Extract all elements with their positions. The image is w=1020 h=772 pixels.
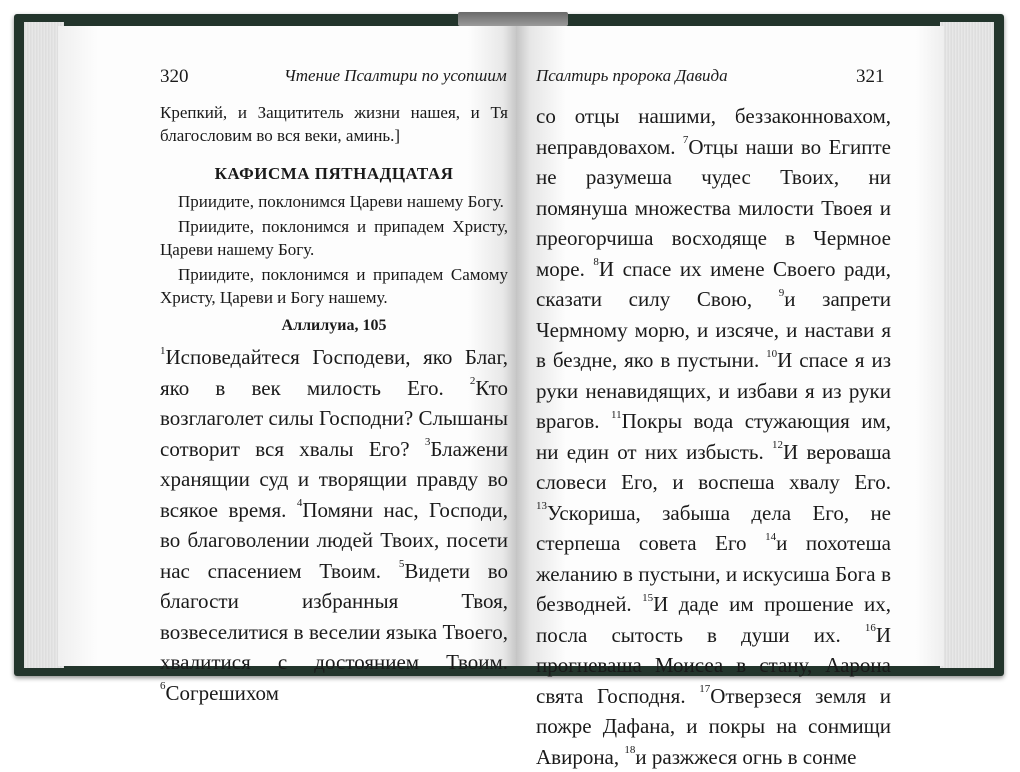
page-edges-right — [940, 22, 994, 668]
right-running-head: Псалтирь пророка Давида — [536, 66, 728, 85]
verse-text: Кто возглаголет силы Господни? Слышаны сотворит вся хвалы Его? — [160, 375, 508, 461]
verse-number: 10 — [766, 347, 778, 360]
verse-text: и похотеша желанию в пустыни, и искусиша Бога в безводней. — [536, 531, 891, 616]
verse-number: 6 — [160, 680, 166, 693]
left-running-head: Чтение Псалтири по усопшим — [284, 66, 507, 85]
invocation-line: Приидите, поклонимся и припадем Христу, Цареви нашему Богу. — [160, 217, 508, 259]
verse-number: 9 — [778, 286, 785, 299]
invocations-list — [160, 190, 508, 309]
verse-number: 14 — [765, 530, 777, 543]
verse-number: 3 — [424, 436, 431, 449]
verse-number: 13 — [536, 500, 547, 513]
verse-text: И даде им прошение их, посла сытость в души их. — [536, 592, 892, 647]
verse-text: Отверзеся земля и пожре Дафана, и покры на сонмищи Авирона, — [536, 683, 891, 769]
left-page-number: 320 — [160, 66, 189, 87]
closing-prayer-text: Крепкий, и Защититель жизни нашея, и Тя благословим во вся веки, аминь.] — [160, 103, 508, 145]
verse-number: 8 — [593, 256, 599, 269]
verse-text: со отцы нашими, беззаконновахом, неправдовахом. — [536, 104, 891, 159]
verse-number: 11 — [610, 408, 622, 421]
book-spine — [458, 12, 568, 26]
verse-text: Исповедайтеся Господеви, яко Благ, яко в век милость Его. — [160, 345, 508, 400]
right-page-number: 321 — [856, 66, 885, 87]
verse-text: И спасе я из руки ненавидящих, и избави я из руки врагов. — [536, 348, 892, 433]
verse-text: Блажени хранящии суд и творящии правду во всякое время. — [160, 436, 508, 522]
verse-number: 15 — [642, 591, 654, 604]
psalm-text-left — [160, 342, 508, 708]
verse-number: 4 — [296, 497, 303, 510]
verse-number: 7 — [682, 134, 689, 147]
verse-number: 17 — [699, 683, 711, 696]
verse-number: 16 — [864, 622, 876, 635]
verse-text: Видети во благости избранныя Твоя, возвеселитися в веселии языка Твоего, хвалитися с достоянием Твоим. — [160, 558, 508, 674]
verse-text: Согрешихом — [165, 680, 279, 705]
left-page — [58, 26, 516, 705]
verse-text: Ускориша, забыша дела Его, не стерпеша совета Его — [536, 500, 891, 555]
verse-text: И прогневаша Моисеа в стану, Аарона свята Господня. — [536, 622, 891, 708]
verse-number: 2 — [469, 375, 476, 388]
invocation-line: Приидите, поклонимся Цареви нашему Богу. — [178, 192, 504, 211]
verse-number: 1 — [160, 344, 166, 357]
psalm-text-right — [536, 101, 891, 772]
verse-text: И вероваша словеси Его, и воспеша хвалу Его. — [536, 439, 892, 494]
verse-text: и разжжеся огнь в сонме — [635, 744, 857, 769]
verse-text: Отцы наши во Египте не разумеша чудес Твоих, ни помянуша множества милости Твоея и преогорчиша восходяще в Чермное море. — [536, 134, 891, 281]
verse-number: 18 — [624, 744, 636, 757]
left-page-body — [160, 101, 508, 708]
right-page — [516, 26, 944, 769]
invocation-line: Приидите, поклонимся и припадем Самому Христу, Цареви и Богу нашему. — [160, 265, 508, 307]
verse-text: и запрети Чермному морю, и изсяче, и настави я в бездне, яко в пустыни. — [536, 287, 891, 372]
right-page-body — [536, 101, 891, 772]
psalm-heading: Аллилуиа, 105 — [281, 317, 387, 334]
verse-number: 5 — [398, 558, 405, 571]
verse-text: Помяни нас, Господи, во благоволении людей Твоих, посети нас спасением Твоим. — [160, 497, 508, 583]
verse-text: И спасе их имене Своего ради, сказати силу Свою, — [536, 256, 891, 311]
verse-text: Покры вода стужающия им, ни един от них избысть. — [536, 409, 891, 464]
verse-number: 12 — [772, 439, 784, 452]
section-title: КАФИСМА ПЯТНАДЦАТАЯ — [214, 164, 454, 183]
